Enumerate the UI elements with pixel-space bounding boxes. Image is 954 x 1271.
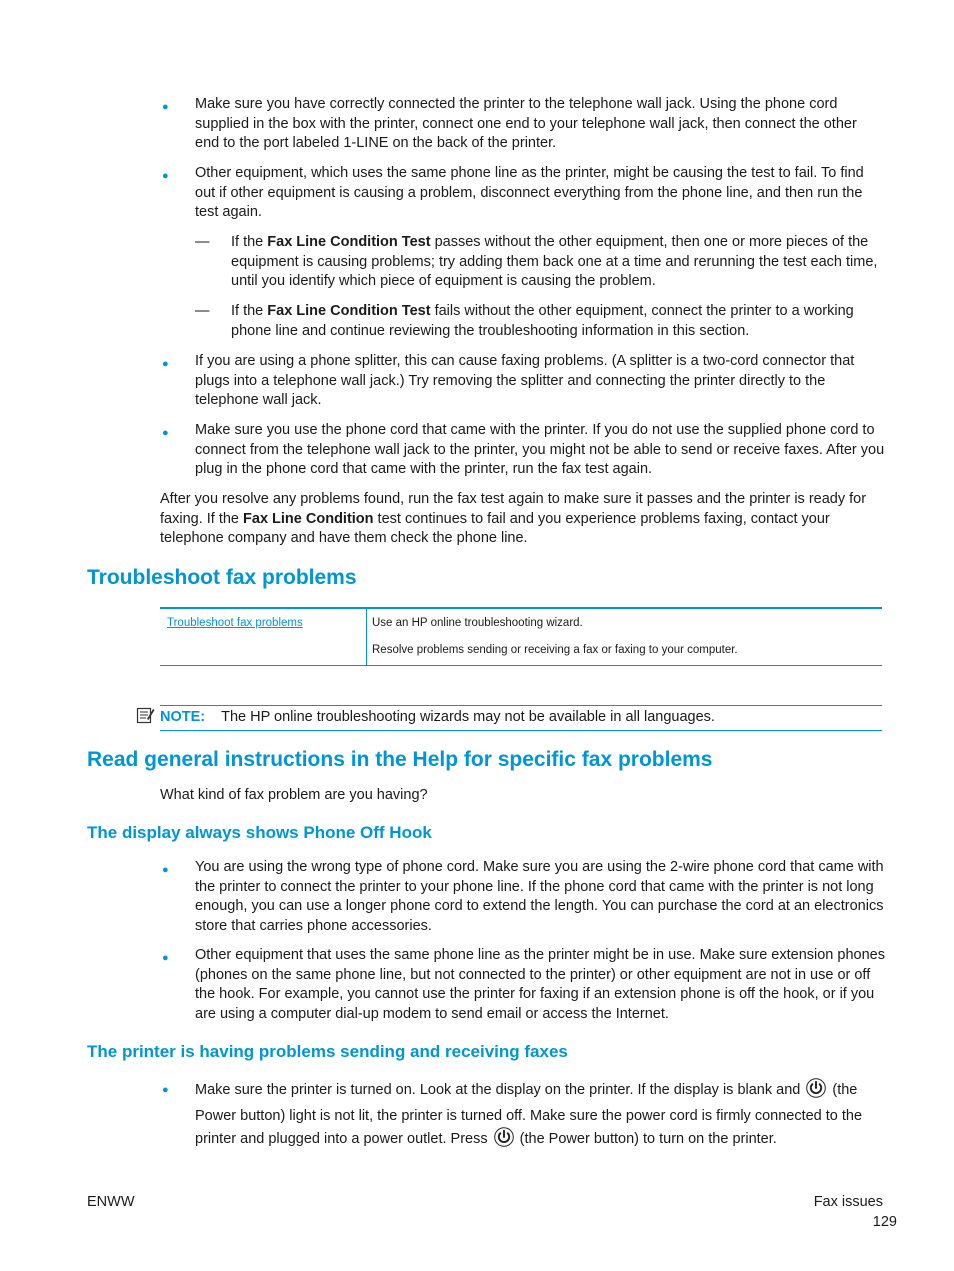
subsection-heading: The printer is having problems sending and receiving faxes [87, 1042, 568, 1061]
list-item: Other equipment, which uses the same phone line as the printer, might be causing the test to fail. To find out if other equipment is causing a problem, disconnect everything from the phone line, and then run the test again. [195, 165, 864, 221]
table-cell: Resolve problems sending or receiving a fax or faxing to your computer. [372, 644, 738, 656]
bullet-marker: ● [162, 358, 169, 370]
page-number: 129 [872, 1213, 897, 1230]
bullet-marker: ● [162, 952, 169, 964]
note-top-border [160, 705, 882, 706]
troubleshoot-link[interactable]: Troubleshoot fax problems [167, 617, 303, 629]
note [160, 708, 715, 728]
sub-list-item: If the Fax Line Condition Test fails without the other equipment, connect the printer to a working phone line and continue reviewing the troubleshooting information in this section. [231, 303, 854, 339]
table-top-border [160, 607, 882, 609]
bullet-marker: ● [162, 1084, 169, 1096]
dash-marker: — [195, 303, 210, 319]
footer-section: Fax issues [813, 1194, 883, 1210]
sub-list-item: If the Fax Line Condition Test passes without the other equipment, then one or more pieces of the equipment is causing problems; try adding them back one at a time and rerunning the test each time, until you identify which piece of equipment is causing the problem. [231, 234, 878, 290]
subsection-heading: The display always shows Phone Off Hook [87, 823, 432, 842]
list-item: If you are using a phone splitter, this can cause faxing problems. (A splitter is a two-cord connector that plugs into a telephone wall jack.) Try removing the splitter and connecting the printer directly to the telephone wall jack. [195, 353, 855, 409]
list-item: Make sure you have correctly connected the printer to the telephone wall jack. Using the phone cord supplied in the box with the printer, connect one end to your telephone wall jack, then connect the other end to the port labeled 1-LINE on the back of the printer. [195, 96, 857, 152]
list-item: Make sure the printer is turned on. Look at the display on the printer. If the display is blank and (the Power button) light is not lit, the printer is turned off. Make sure the power cord is firmly connected to the printer and plugged into a power outlet. Press (the Power button) to turn on the printer. [195, 1078, 885, 1154]
list-item: Make sure you use the phone cord that came with the printer. If you do not use the supplied phone cord to connect from the telephone wall jack to the printer, you might not be able to send or receive faxes. After you plug in the phone cord that came with the printer, run the fax test again. [195, 422, 885, 478]
question-text: What kind of fax problem are you having? [160, 787, 428, 803]
note-text: The HP online troubleshooting wizards may not be available in all languages. [221, 709, 715, 725]
section-heading: Troubleshoot fax problems [87, 566, 357, 589]
list-item: Other equipment that uses the same phone line as the printer might be in use. Make sure extension phones (phones on the same phone line, but not connected to the printer) or other equipment are not in use or off the hook. For example, you cannot use the printer for faxing if an extension phone is off the hook, or if you are using a computer dial-up modem to send email or access the Internet. [195, 947, 885, 1022]
bullet-marker: ● [162, 101, 169, 113]
power-icon [806, 1078, 826, 1105]
note-label: NOTE: [160, 709, 206, 725]
list-item: You are using the wrong type of phone cord. Make sure you are using the 2-wire phone cord that came with the printer to connect the printer to your phone line. If the phone cord that came with the printer is not long enough, you can use a longer phone cord to extend the length. You can purchase the cord at an electronics store that carries phone accessories. [195, 859, 884, 934]
summary-paragraph: After you resolve any problems found, run the fax test again to make sure it passes and the printer is ready for faxing. If the Fax Line Condition test continues to fail and you experience problems faxing, contact your telephone company and have them check the phone line. [160, 491, 867, 547]
note-bottom-border [160, 730, 882, 731]
footer-left: ENWW [87, 1194, 135, 1210]
note-icon [136, 706, 155, 732]
table-column-divider [366, 609, 367, 666]
table-cell: Use an HP online troubleshooting wizard. [372, 617, 583, 629]
power-icon [494, 1127, 514, 1154]
footer-right [791, 1193, 897, 1232]
dash-marker: — [195, 234, 210, 250]
section-heading: Read general instructions in the Help for specific fax problems [87, 748, 713, 771]
bullet-marker: ● [162, 170, 169, 182]
table-bottom-border [160, 665, 882, 666]
bullet-marker: ● [162, 427, 169, 439]
bullet-marker: ● [162, 864, 169, 876]
